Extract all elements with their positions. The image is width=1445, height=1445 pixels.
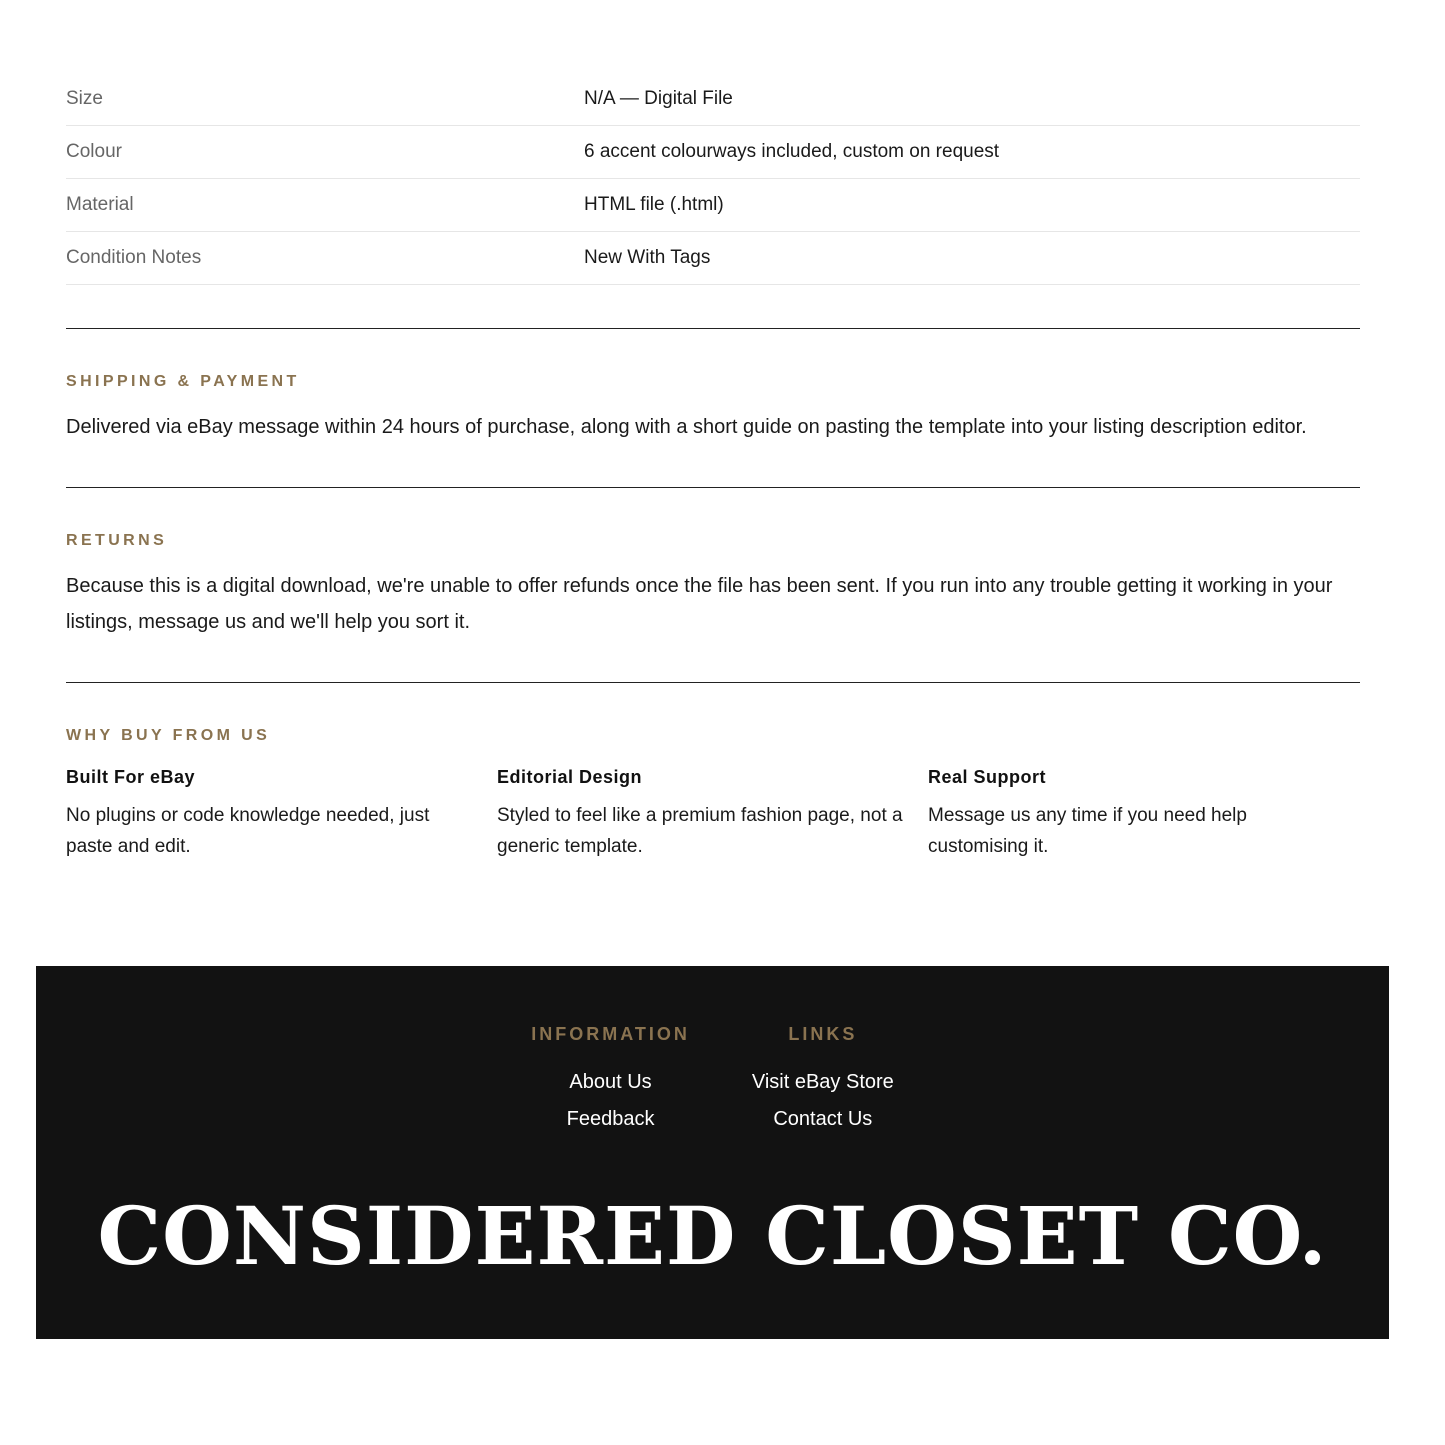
- spec-value-size: N/A — Digital File: [584, 88, 733, 109]
- spec-value-condition: New With Tags: [584, 247, 711, 268]
- spec-label-material: Material: [66, 194, 134, 215]
- shipping-body: Delivered via eBay message within 24 hours of purchase, along with a short guide on pasting the template into your listing description editor.: [66, 416, 1307, 438]
- section-divider: [66, 328, 1360, 329]
- feature-item: [497, 767, 928, 862]
- section-divider: [66, 487, 1360, 488]
- spec-row: [66, 179, 1360, 232]
- feature-title: Built For eBay: [66, 767, 196, 787]
- feature-title: Editorial Design: [497, 767, 643, 787]
- listing-content: [66, 73, 1360, 862]
- feedback-link[interactable]: Feedback: [566, 1108, 655, 1130]
- spec-label-size: Size: [66, 88, 103, 109]
- feature-title: Real Support: [928, 767, 1047, 787]
- spec-label-condition: Condition Notes: [66, 247, 202, 268]
- spec-row: [66, 232, 1360, 285]
- spec-table: [66, 73, 1360, 285]
- feature-item: [928, 767, 1359, 862]
- visit-ebay-store-link[interactable]: Visit eBay Store: [751, 1071, 894, 1093]
- footer: [36, 966, 1389, 1339]
- contact-us-link[interactable]: Contact Us: [773, 1108, 873, 1130]
- spec-row: [66, 73, 1360, 126]
- brand-wordmark: CONSIDERED CLOSET CO.: [97, 1189, 1328, 1283]
- about-us-link[interactable]: About Us: [569, 1071, 652, 1093]
- spec-row: [66, 126, 1360, 179]
- footer-columns: [36, 1024, 1389, 1138]
- feature-text: No plugins or code knowledge needed, just paste and edit.: [66, 805, 430, 857]
- section-divider: [66, 682, 1360, 683]
- feature-text: Styled to feel like a premium fashion page, not a generic template.: [497, 805, 903, 857]
- footer-links-column: [752, 1024, 894, 1138]
- footer-links-heading: LINKS: [788, 1024, 858, 1044]
- feature-item: [66, 767, 497, 862]
- returns-title: RETURNS: [66, 532, 168, 549]
- feature-text: Message us any time if you need help customising it.: [928, 805, 1247, 857]
- spec-label-colour: Colour: [66, 141, 122, 162]
- returns-section: [66, 532, 1360, 640]
- why-buy-section: [66, 727, 1360, 862]
- shipping-title: SHIPPING & PAYMENT: [66, 373, 300, 390]
- spec-value-material: HTML file (.html): [584, 194, 724, 215]
- footer-information-heading: INFORMATION: [531, 1024, 690, 1044]
- shipping-section: [66, 373, 1360, 445]
- why-buy-title: WHY BUY FROM US: [66, 727, 271, 744]
- spec-value-colour: 6 accent colourways included, custom on request: [584, 141, 1000, 162]
- returns-body: Because this is a digital download, we're unable to offer refunds once the file has been sent. If you run into any trouble getting it working in your listings, message us and we'll help you sort it.: [66, 575, 1333, 633]
- footer-information-column: [531, 1024, 690, 1138]
- feature-list: [66, 767, 1360, 862]
